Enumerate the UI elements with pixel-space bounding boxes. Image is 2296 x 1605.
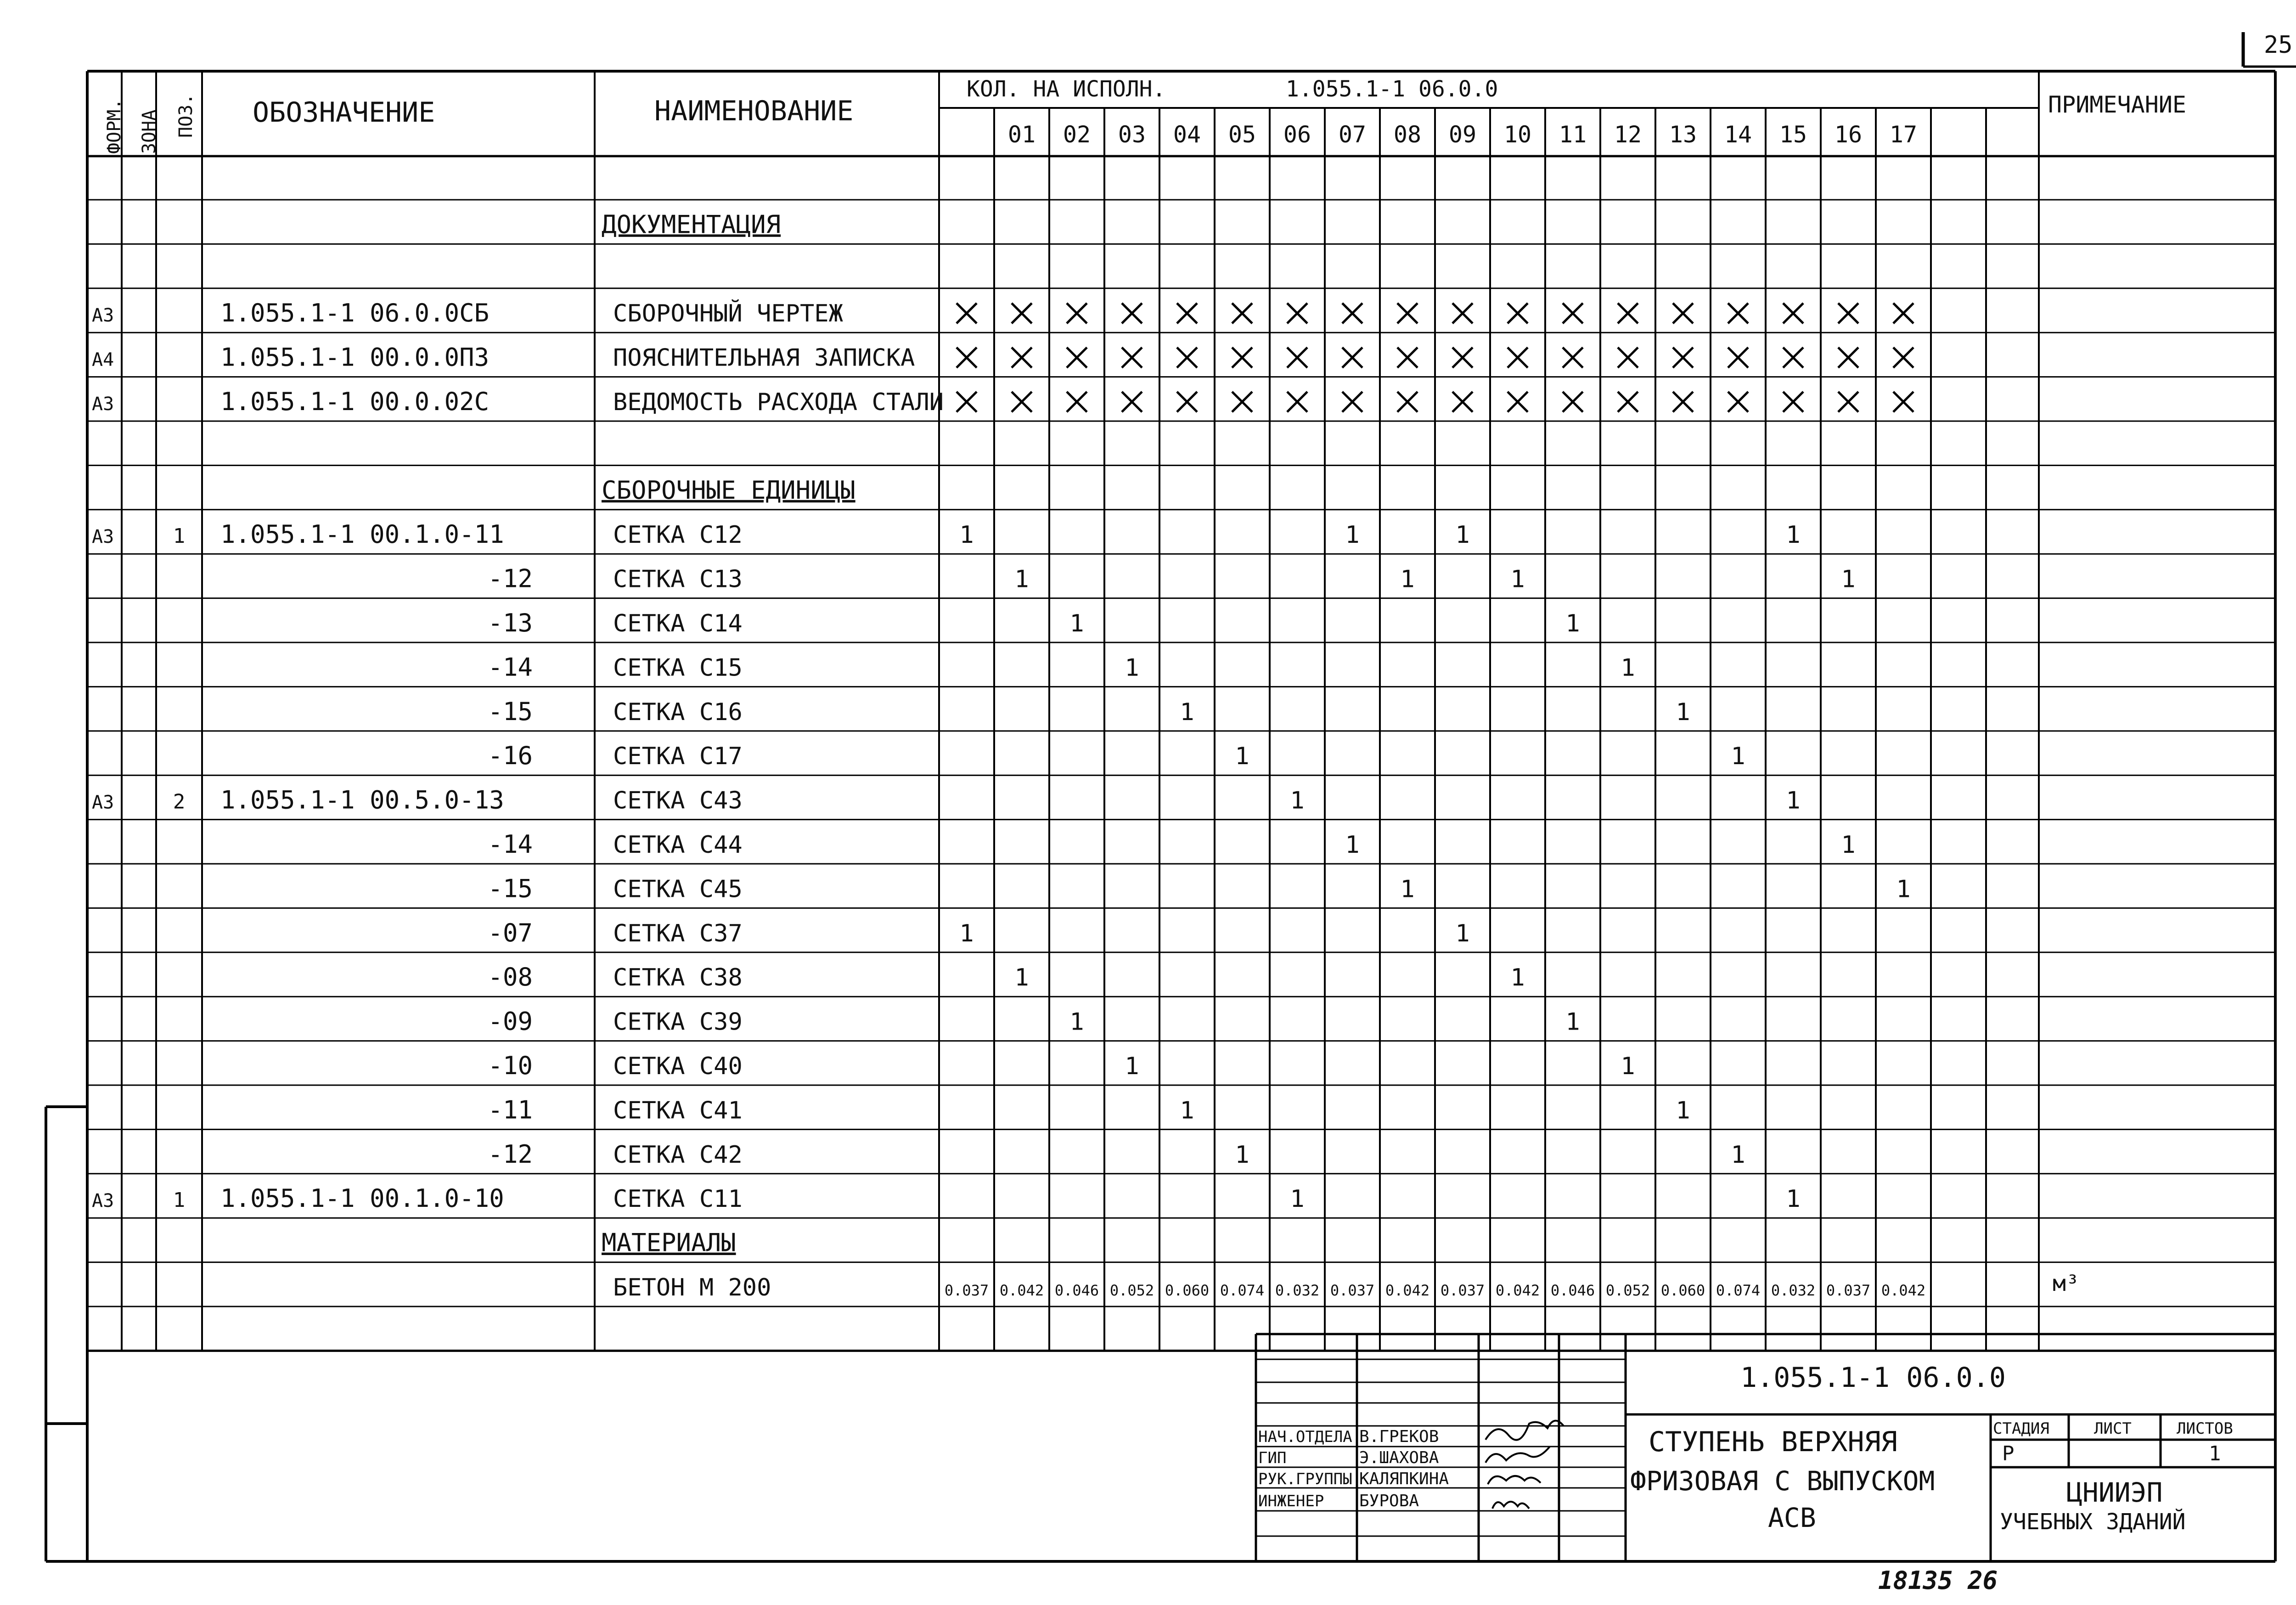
variant-header: 08 — [1393, 121, 1422, 148]
variant-header: 11 — [1559, 121, 1587, 148]
row-designation: 1.055.1-1 00.0.0ПЗ — [220, 343, 490, 372]
quantity-one: 1 — [1014, 964, 1029, 992]
row-name: СЕТКА С44 — [613, 831, 743, 859]
quantity-one: 1 — [1014, 565, 1029, 593]
header-form: ФОРМ. — [104, 98, 125, 154]
title-line-2: ФРИЗОВАЯ С ВЫПУСКОМ — [1630, 1465, 1935, 1497]
concrete-volume: 0.042 — [1385, 1282, 1430, 1299]
signer-name-3: КАЛЯПКИНА — [1359, 1470, 1449, 1488]
concrete-volume: 0.060 — [1165, 1282, 1210, 1299]
quantity-one: 1 — [1455, 521, 1470, 549]
quantity-one: 1 — [1510, 565, 1525, 593]
header-designation: ОБОЗНАЧЕНИЕ — [253, 96, 435, 129]
header-zone: ЗОНА — [139, 109, 160, 154]
row-designation: -11 — [488, 1095, 533, 1125]
row-name: СЕТКА С38 — [613, 964, 743, 992]
concrete-volume: 0.046 — [1054, 1282, 1099, 1299]
row-designation: 1.055.1-1 00.1.0-11 — [220, 520, 504, 549]
quantity-one: 1 — [1786, 521, 1801, 549]
archive-number: 18135 26 — [1878, 1566, 1998, 1595]
variant-header: 17 — [1889, 121, 1918, 148]
stage-value: Р — [2002, 1442, 2015, 1465]
section-title: ДОКУМЕНТАЦИЯ — [602, 210, 781, 239]
row-name: СЕТКА С17 — [613, 743, 743, 771]
quantity-one: 1 — [959, 919, 974, 947]
row-name: ВЕДОМОСТЬ РАСХОДА СТАЛИ — [613, 389, 944, 416]
quantity-one: 1 — [1235, 1141, 1249, 1169]
header-pos: ПОЗ. — [175, 93, 197, 138]
row-name: СЕТКА С16 — [613, 698, 743, 726]
quantity-one: 1 — [1565, 610, 1580, 637]
row-name: СЕТКА С41 — [613, 1097, 743, 1125]
row-name: СЕТКА С40 — [613, 1053, 743, 1080]
quantity-one: 1 — [1400, 875, 1415, 903]
quantity-one: 1 — [1125, 1053, 1139, 1080]
row-form: А4 — [92, 349, 114, 371]
quantity-one: 1 — [1621, 654, 1635, 682]
row-designation: 1.055.1-1 00.0.02С — [220, 387, 490, 416]
variant-header: 16 — [1834, 121, 1863, 148]
stage-header: СТАДИЯ — [1993, 1419, 2049, 1438]
signer-role-4: ИНЖЕНЕР — [1258, 1492, 1324, 1510]
quantity-one: 1 — [1786, 787, 1801, 815]
signer-name-2: Э.ШАХОВА — [1359, 1448, 1439, 1467]
row-designation: -14 — [488, 830, 533, 859]
variant-header: 05 — [1228, 121, 1256, 148]
quantity-one: 1 — [1565, 1008, 1580, 1036]
quantity-one: 1 — [1069, 1008, 1084, 1036]
row-name: СЕТКА С37 — [613, 919, 743, 947]
row-designation: -13 — [488, 608, 533, 637]
quantity-one: 1 — [1345, 831, 1360, 859]
row-designation: -12 — [488, 564, 533, 593]
header-name: НАИМЕНОВАНИЕ — [654, 95, 854, 127]
row-form: А3 — [92, 792, 114, 813]
signer-role-2: ГИП — [1258, 1449, 1287, 1467]
signer-name-1: В.ГРЕКОВ — [1359, 1427, 1439, 1446]
variant-header: 09 — [1448, 121, 1477, 148]
quantity-one: 1 — [1786, 1185, 1801, 1213]
row-name: СЕТКА С42 — [613, 1141, 743, 1169]
quantity-one: 1 — [1841, 831, 1856, 859]
row-pos: 2 — [173, 790, 186, 814]
quantity-one: 1 — [1290, 787, 1305, 815]
variant-header: 13 — [1669, 121, 1697, 148]
header-note: ПРИМЕЧАНИЕ — [2048, 91, 2187, 118]
title-line-3: АСВ — [1768, 1502, 1816, 1533]
signer-role-3: РУК.ГРУППЫ — [1258, 1470, 1352, 1488]
quantity-one: 1 — [1125, 654, 1139, 682]
concrete-volume: 0.037 — [944, 1282, 989, 1299]
concrete-volume: 0.074 — [1220, 1282, 1265, 1299]
row-pos: 1 — [173, 1188, 186, 1212]
quantity-one: 1 — [1455, 919, 1470, 947]
row-designation: 1.055.1-1 06.0.0СБ — [220, 298, 490, 328]
sheets-value: 1 — [2209, 1442, 2221, 1465]
section-row — [602, 210, 781, 239]
row-note: м³ — [2053, 1271, 2079, 1296]
row-name: СЕТКА С12 — [613, 521, 743, 549]
quantity-one: 1 — [1345, 521, 1360, 549]
row-designation: 1.055.1-1 00.1.0-10 — [220, 1184, 504, 1213]
row-form: А3 — [92, 394, 114, 415]
section-row — [602, 476, 855, 505]
quantity-one: 1 — [1896, 875, 1911, 903]
header-qty-code: 1.055.1-1 06.0.0 — [1286, 76, 1498, 102]
row-name: СЕТКА С14 — [613, 610, 743, 637]
concrete-volume: 0.042 — [1495, 1282, 1540, 1299]
quantity-one: 1 — [1621, 1053, 1635, 1080]
concrete-volume: 0.032 — [1275, 1282, 1320, 1299]
row-name: СЕТКА С11 — [613, 1185, 743, 1213]
row-designation: -15 — [488, 697, 533, 726]
concrete-volume: 0.037 — [1440, 1282, 1485, 1299]
concrete-volume: 0.052 — [1605, 1282, 1650, 1299]
variant-headers — [1008, 121, 1917, 148]
variant-header: 01 — [1007, 121, 1036, 148]
row-designation: -12 — [488, 1139, 533, 1169]
row-designation: -07 — [488, 918, 533, 947]
row-designation: -16 — [488, 741, 533, 771]
row-name: СЕТКА С45 — [613, 875, 743, 903]
signer-role-1: НАЧ.ОТДЕЛА — [1258, 1428, 1352, 1446]
row-name: СЕТКА С43 — [613, 787, 743, 815]
quantity-one: 1 — [1235, 743, 1249, 771]
row-designation: -09 — [488, 1007, 533, 1036]
title-code: 1.055.1-1 06.0.0 — [1740, 1362, 2006, 1394]
row-name: СЕТКА С15 — [613, 654, 743, 682]
concrete-volume: 0.046 — [1550, 1282, 1595, 1299]
row-name: БЕТОН М 200 — [613, 1274, 771, 1301]
concrete-volume: 0.074 — [1716, 1282, 1761, 1299]
row-name: ПОЯСНИТЕЛЬНАЯ ЗАПИСКА — [613, 344, 915, 372]
quantity-one: 1 — [1676, 698, 1690, 726]
section-row — [602, 1228, 736, 1257]
signer-name-4: БУРОВА — [1359, 1492, 1419, 1510]
row-designation: -08 — [488, 963, 533, 992]
row-name: СБОРОЧНЫЙ ЧЕРТЕЖ — [613, 300, 843, 328]
quantity-one: 1 — [1290, 1185, 1305, 1213]
concrete-volume: 0.052 — [1109, 1282, 1154, 1299]
concrete-volume: 0.037 — [1330, 1282, 1375, 1299]
variant-header: 06 — [1283, 121, 1311, 148]
concrete-volume: 0.042 — [1881, 1282, 1926, 1299]
quantity-one: 1 — [959, 521, 974, 549]
org-line-1: ЦНИИЭП — [2066, 1477, 2163, 1508]
sheet-header: ЛИСТ — [2094, 1419, 2132, 1438]
section-title: СБОРОЧНЫЕ ЕДИНИЦЫ — [602, 475, 855, 505]
concrete-volume: 0.032 — [1771, 1282, 1816, 1299]
row-form: А3 — [92, 1190, 114, 1212]
sheets-header: ЛИСТОВ — [2177, 1419, 2233, 1438]
variant-header: 10 — [1503, 121, 1532, 148]
row-name: СЕТКА С13 — [613, 565, 743, 593]
concrete-volume: 0.042 — [999, 1282, 1044, 1299]
variant-header: 07 — [1338, 121, 1367, 148]
variant-header: 12 — [1614, 121, 1642, 148]
quantity-one: 1 — [1731, 1141, 1745, 1169]
variant-header: 02 — [1063, 121, 1091, 148]
row-designation: -14 — [488, 653, 533, 682]
variant-header: 14 — [1724, 121, 1752, 148]
quantity-one: 1 — [1400, 565, 1415, 593]
row-pos: 1 — [173, 524, 186, 548]
row-form: А3 — [92, 305, 114, 327]
variant-header: 03 — [1118, 121, 1146, 148]
quantity-one: 1 — [1180, 1097, 1194, 1125]
row-designation: -10 — [488, 1051, 533, 1080]
variant-header: 15 — [1779, 121, 1807, 148]
variant-header: 04 — [1173, 121, 1201, 148]
header-qty-label: КОЛ. НА ИСПОЛН. — [967, 76, 1166, 102]
org-line-2: УЧЕБНЫХ ЗДАНИЙ — [2000, 1509, 2186, 1535]
concrete-volume: 0.060 — [1660, 1282, 1705, 1299]
quantity-one: 1 — [1676, 1097, 1690, 1125]
quantity-one: 1 — [1510, 964, 1525, 992]
row-designation: 1.055.1-1 00.5.0-13 — [220, 785, 504, 815]
row-designation: -15 — [488, 874, 533, 903]
row-form: А3 — [92, 526, 114, 548]
section-title: МАТЕРИАЛЫ — [602, 1228, 736, 1257]
quantity-one: 1 — [1731, 743, 1745, 771]
quantity-one: 1 — [1180, 698, 1194, 726]
page-number: 25 — [2264, 31, 2293, 59]
quantity-one: 1 — [1841, 565, 1856, 593]
row-name: СЕТКА С39 — [613, 1008, 743, 1036]
quantity-one: 1 — [1069, 610, 1084, 637]
concrete-volume: 0.037 — [1826, 1282, 1871, 1299]
title-line-1: СТУПЕНЬ ВЕРХНЯЯ — [1649, 1426, 1897, 1458]
